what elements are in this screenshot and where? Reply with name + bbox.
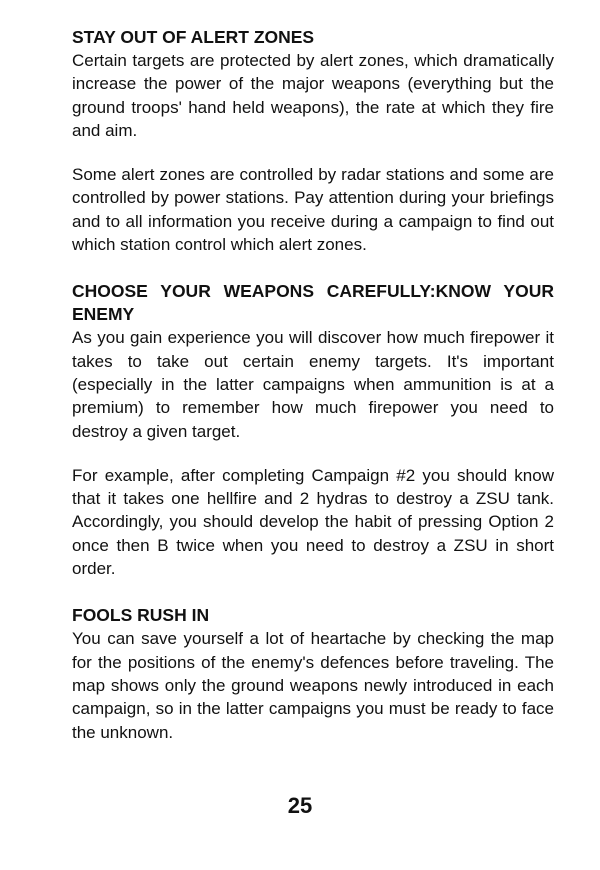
section-paragraph: For example, after completing Campaign #2 you should know that it takes one hellfire and 2 hydras to destroy a ZSU tank. Accordingly, you should develop the habit of pressing Option 2 once then B twice when you need to destroy a ZSU in short order. [72,465,554,579]
section-alert-zones [72,26,554,256]
section-paragraph: Certain targets are protected by alert zones, which dramatically increase the power of the major weapons (everything but the ground troops' hand held weapons), the rate at which they fire and aim. [72,51,554,140]
section-fools-rush-in [72,604,554,743]
section-heading: CHOOSE YOUR WEAPONS CAREFULLY:KNOW YOUR ENEMY [72,281,554,325]
section-heading: FOOLS RUSH IN [72,605,210,626]
section-paragraph: Some alert zones are controlled by radar stations and some are controlled by power stations. Pay attention during your briefings and to all information you receive during a campaign to find out which station control which alert zones. [72,165,554,255]
section-heading: STAY OUT OF ALERT ZONES [72,27,315,47]
section-choose-weapons [72,280,554,580]
page-number: 25 [287,793,313,818]
section-paragraph: As you gain experience you will discover how much firepower it takes to take out certain enemy targets. It's important (especially in the latter campaigns when ammunition is at a premium) to remember how much firepower you need to destroy a given target. [72,328,554,441]
manual-page [72,26,554,744]
section-paragraph: You can save yourself a lot of heartache by checking the map for the positions of the enemy's defences before traveling. The map shows only the ground weapons newly introduced in each campaign, so in the latter campaigns you must be ready to face the unknown. [72,629,554,742]
